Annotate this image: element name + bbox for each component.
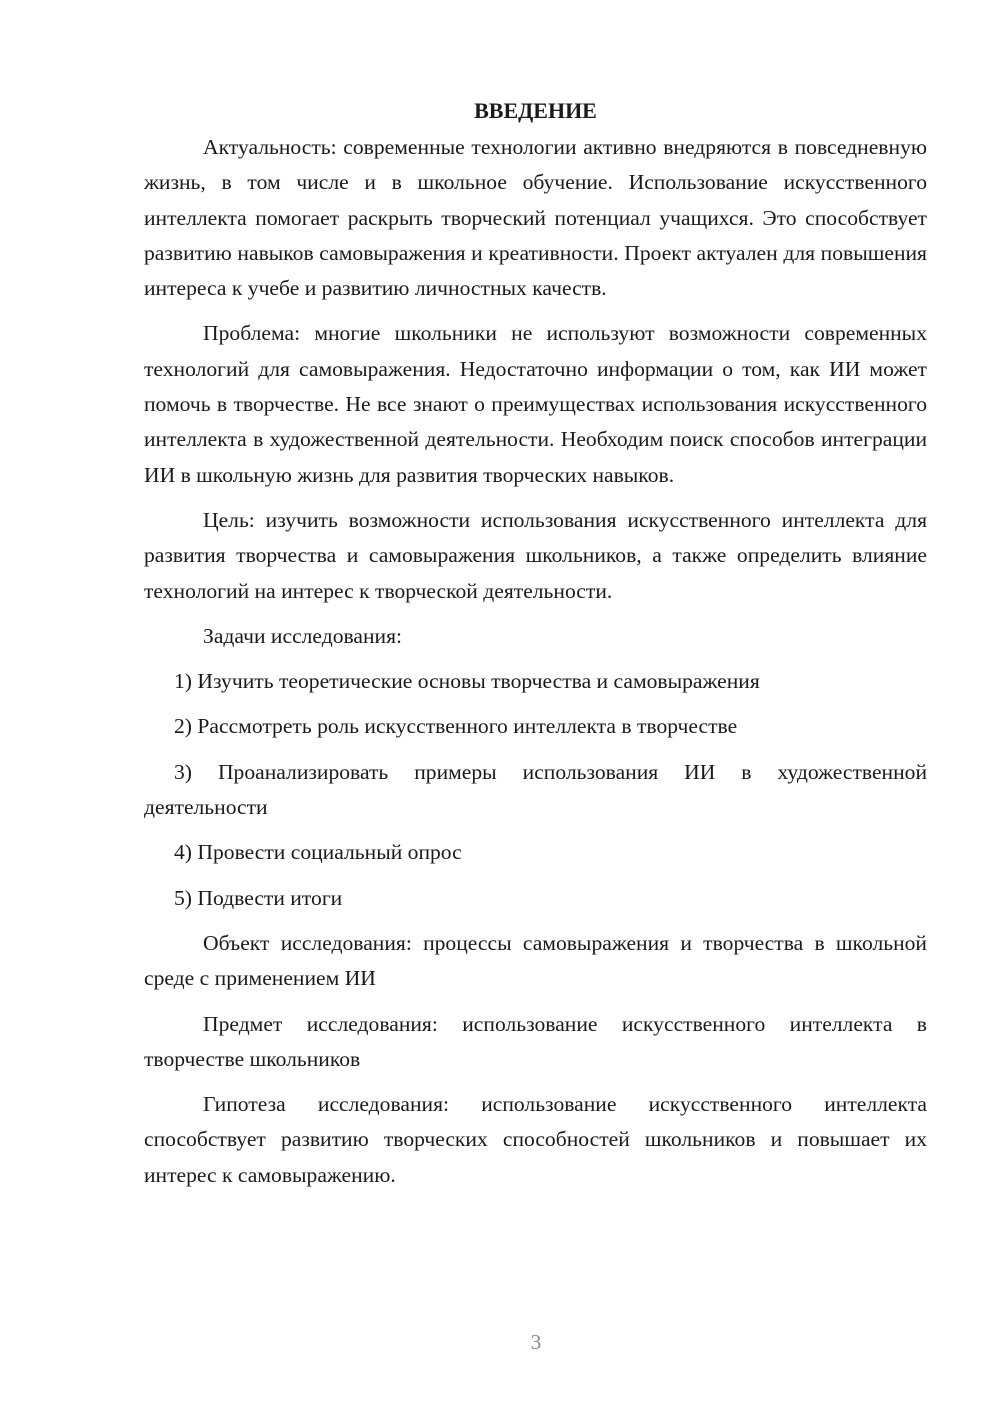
task-item: 3) Проанализировать примеры использования ИИ в художественной деятельности: [144, 759, 927, 820]
task-item: 4) Провести социальный опрос: [174, 840, 462, 865]
paragraph-object: Объект исследования: процессы самовыражения и творчества в школьной среде с применением ИИ: [144, 930, 927, 991]
paragraph-subject: Предмет исследования: использование искусственного интеллекта в творчестве школьников: [144, 1011, 927, 1071]
task-item: 1) Изучить теоретические основы творчества и самовыражения: [174, 669, 760, 694]
paragraph-relevance: Актуальность: современные технологии активно внедряются в повседневную жизнь, в том числе и в школьное обучение. Использование искусственного интеллекта помогает раскрыть творческий потенциал учащихся. Это способствует развитию навыков самовыражения и креативности. Проект актуален для повышения интереса к учебе и развитию личностных качеств.: [144, 135, 927, 301]
paragraph-goal: Цель: изучить возможности использования искусственного интеллекта для развития творчества и самовыражения школьников, а также определить влияние технологий на интерес к творческой деятельности.: [144, 507, 927, 603]
page-title: ВВЕДЕНИЕ: [474, 98, 597, 123]
paragraph-hypothesis: Гипотеза исследования: использование искусственного интеллекта способствует развитию творческих способностей школьников и повышает их интерес к самовыражению.: [144, 1092, 927, 1187]
task-item: 5) Подвести итоги: [174, 885, 343, 910]
document-page: [144, 93, 927, 1203]
task-item: 2) Рассмотреть роль искусственного интеллекта в творчестве: [174, 714, 738, 739]
paragraph-tasks-heading: Задачи исследования:: [203, 623, 403, 648]
page-number: 3: [530, 1330, 542, 1354]
paragraph-problem: Проблема: многие школьники не используют возможности современных технологий для самовыражения. Недостаточно информации о том, как ИИ может помочь в творчестве. Не все знают о преимуществах использования искусственного интеллекта в художественной деятельности. Необходим поиск способов интеграции ИИ в школьную жизнь для развития творческих навыков.: [144, 321, 927, 487]
